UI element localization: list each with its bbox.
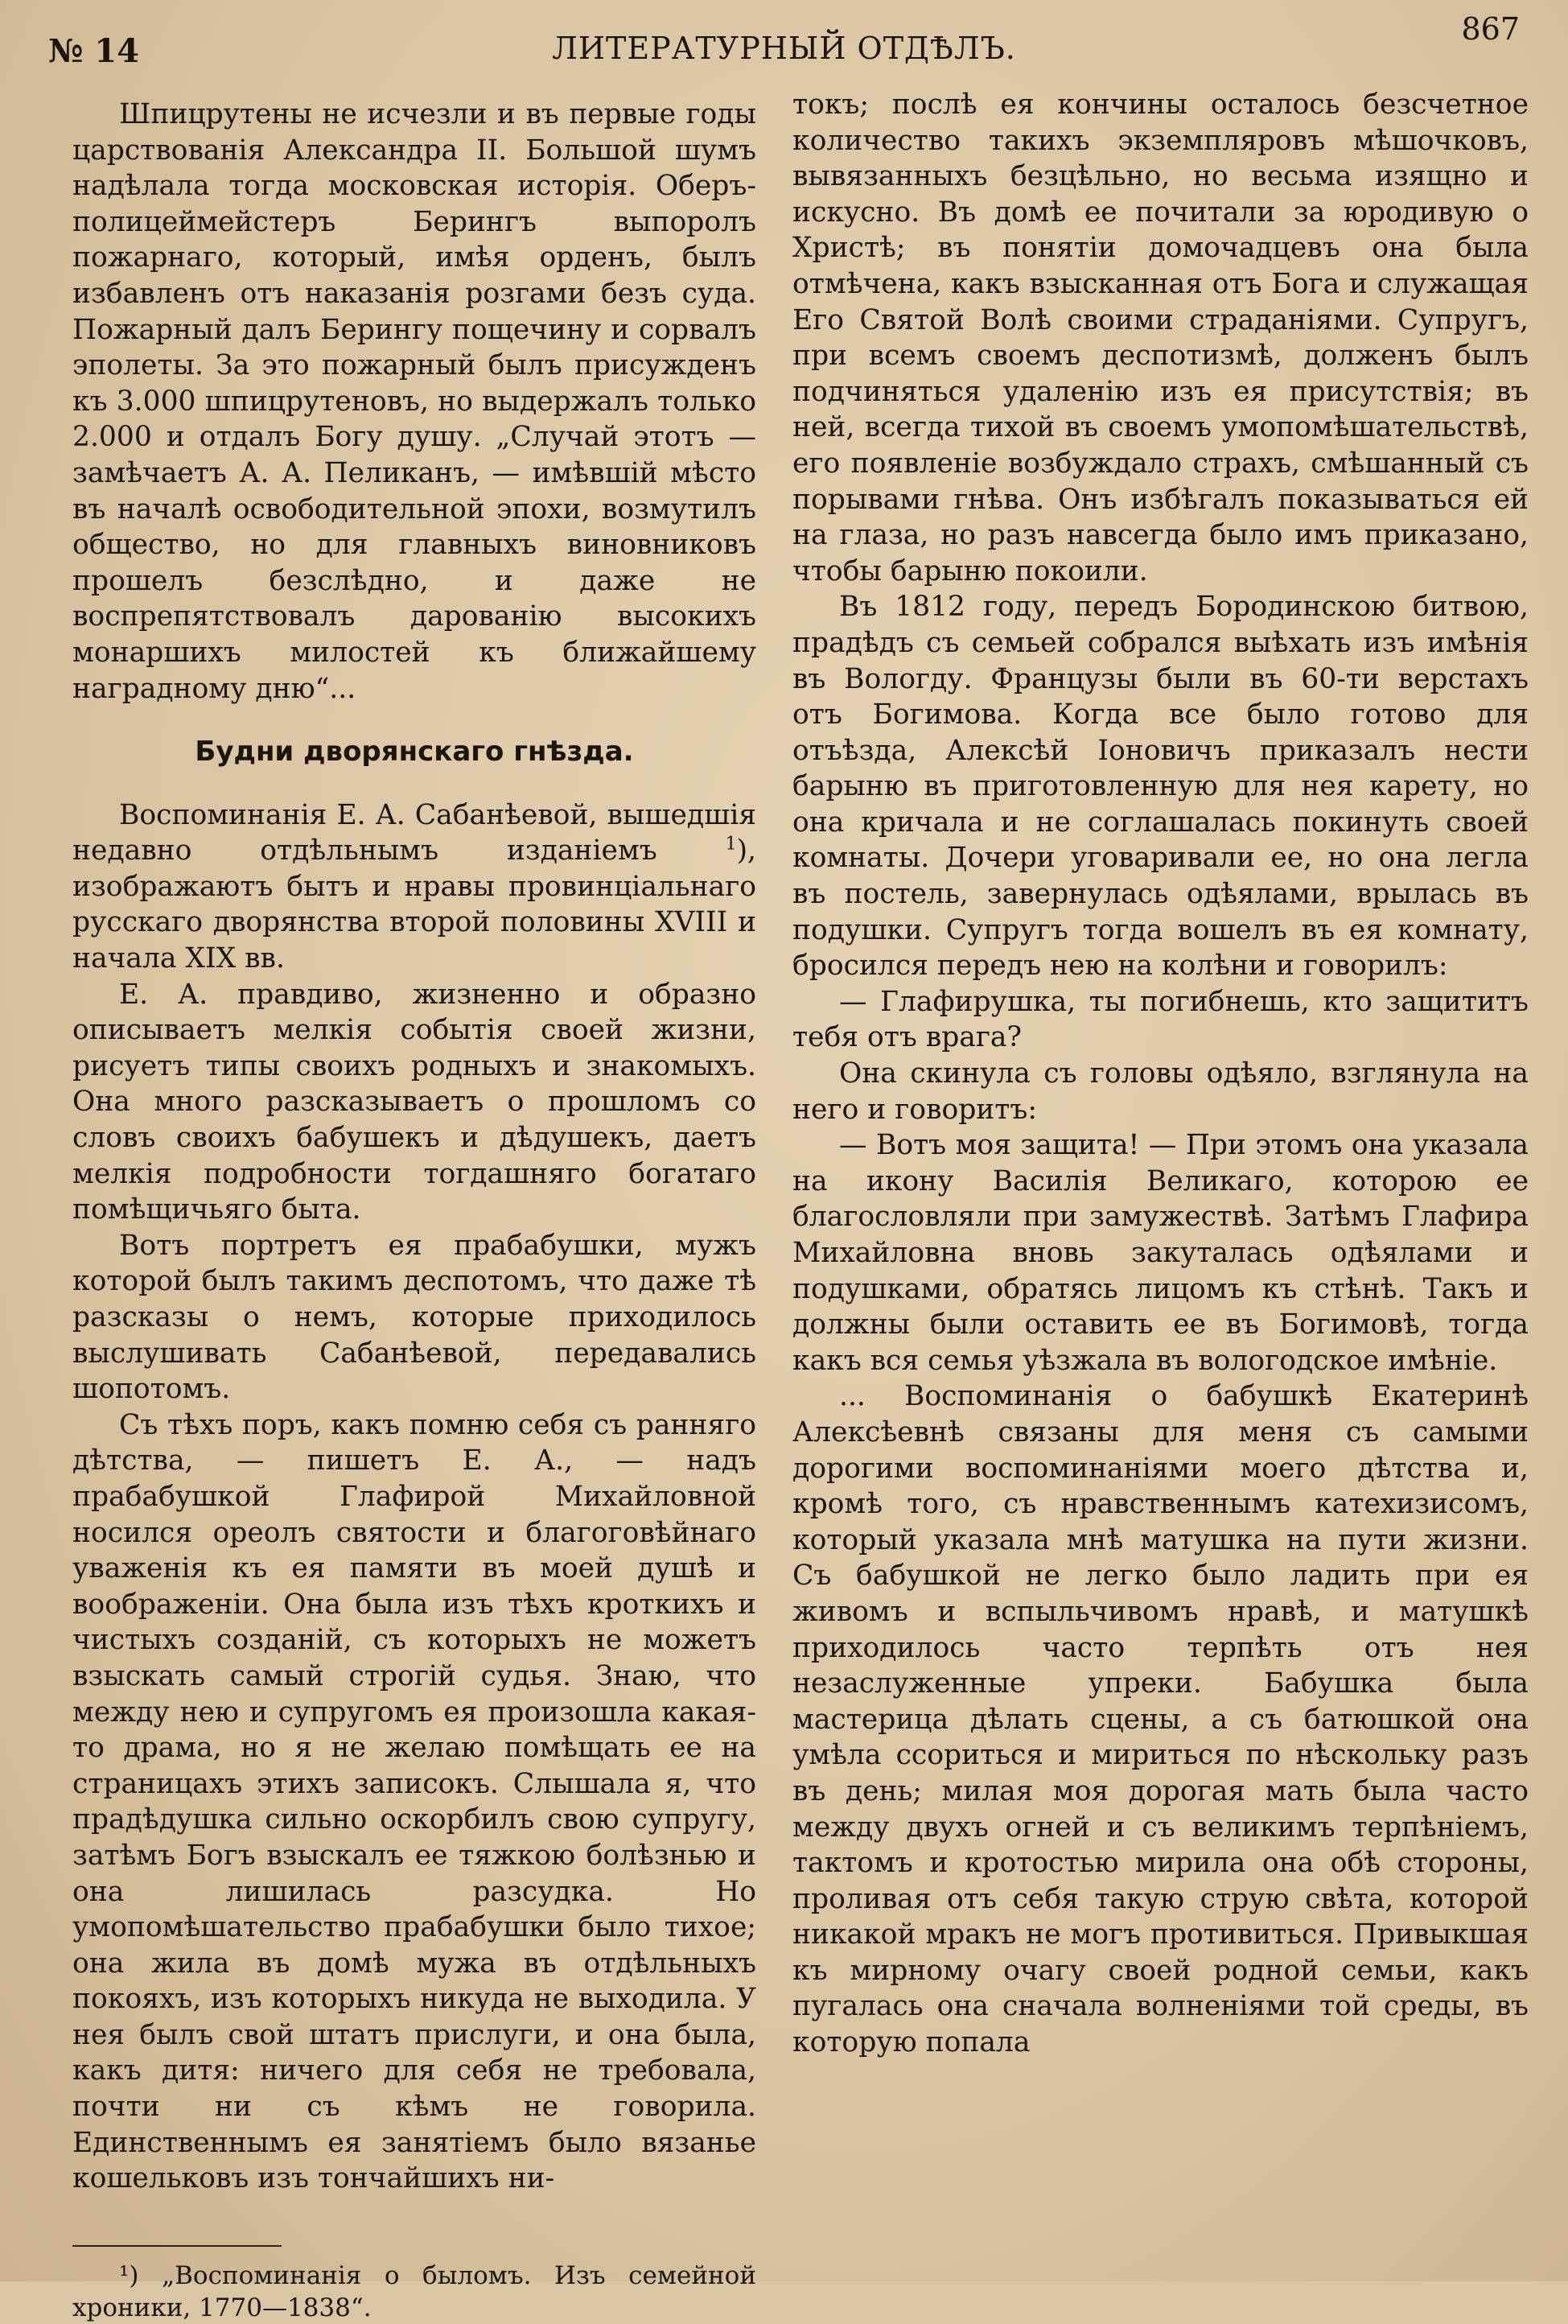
intro-text: Воспоминанія Е. А. Сабанѣевой, вышедшія недавно отдѣльнымъ изданіемъ [72, 798, 756, 867]
paragraph-shpitsruteny: Шпицрутены не исчезли и въ первые годы царствованія Александра II. Большой шумъ надѣлала тогда московская исторія. Оберъ-полицеймейстеръ Берингъ выпоролъ пожарнаго, который, имѣя орденъ, былъ избавленъ отъ наказанія розгами безъ суда. Пожарный далъ Берингу пощечину и сорвалъ эполеты. За это пожарный былъ присужденъ къ 3.000 шпицрутеновъ, но выдержалъ только 2.000 и отдалъ Богу душу. „Случай этотъ — замѣчаетъ А. А. Пеликанъ, — имѣвшій мѣсто въ началѣ освободительной эпохи, возмутилъ общество, но для главныхъ виновниковъ прошелъ безслѣдно, и даже не воспрепятствовалъ дарованію высокихъ монаршихъ милостей къ ближайшему наградному дню“... [72, 98, 756, 705]
running-header [48, 11, 1520, 68]
dialogue-line-1: — Глафирушка, ты погибнешь, кто защититъ тебя отъ врага? [792, 985, 1529, 1054]
paragraph-reply: Она скинула съ головы одѣяло, взглянула на него и говоритъ: [792, 1057, 1529, 1126]
paragraph-grandmother: ... Воспоминанія о бабушкѣ Екатеринѣ Алексѣевнѣ связаны для меня съ самыми дорогими воспоминаніями моего дѣтства и, кромѣ того, съ нравственнымъ катехизисомъ, который указала мнѣ матушка на пути жизни. Съ бабушкой не легко было ладить при ея живомъ и вспыльчивомъ нравѣ, и матушкѣ приходилось часто терпѣть отъ нея незаслуженные упреки. Бабушка была мастерица дѣлать сцены, а съ батюшкой она умѣла ссориться и мириться по нѣскольку разъ въ день; милая моя дорогая мать была часто между двухъ огней и съ великимъ терпѣніемъ, тактомъ и кротостью мирила она обѣ стороны, проливая отъ себя такую струю свѣта, которой никакой мракъ не могъ противиться. Привыкшая къ мирному очагу своей родной семьи, какъ пугалась она сначала волненіями той среды, въ которую попала [792, 1380, 1529, 2059]
footnote-divider [72, 2245, 282, 2247]
section-heading: Будни дворянскаго гнѣзда. [195, 736, 634, 768]
paragraph-description: Е. А. правдиво, жизненно и образно описываетъ мелкія событія своей жизни, рисуетъ типы своихъ родныхъ и знакомыхъ. Она много разсказываетъ о прошломъ со словъ своихъ бабушекъ и дѣдушекъ, даетъ мелкія подробности тогдашняго богатаго помѣщичьяго быта. [72, 978, 756, 1226]
dialogue-line-2: — Вотъ моя защита! — При этомъ она указала на икону Василія Великаго, которою ее благословляли при замужествѣ. Затѣмъ Глафира Михайловна вновь закуталась одѣялами и подушками, обратясь лицомъ къ стѣнѣ. Такъ и должны были оставить ее въ Богимовѣ, тогда какъ вся семья уѣзжала въ вологодское имѣніе. [792, 1129, 1529, 1377]
intro-text-cont: ), изображаютъ бытъ и нравы провинціальнаго русскаго дворянства второй половины XVIII и начала XIX вв. [72, 834, 757, 975]
left-column [72, 97, 756, 2324]
footnote-mark: 1 [725, 834, 737, 855]
paragraph-1812: Въ 1812 году, передъ Бородинскою битвою, прадѣдъ съ семьей собрался выѣхать изъ имѣнія въ Вологду. Французы были въ 60-ти верстахъ отъ Богимова. Когда все было готово для отъѣзда, Алексѣй Іоновичъ приказалъ нести барыню въ приготовленную для нея карету, но она кричала и не соглашалась покинуть своей комнаты. Дочери уговаривали ее, но она легла въ постель, завернулась одѣялами, врылась въ подушки. Супругъ тогда вошелъ въ ея комнату, бросился передъ нею на колѣни и говорилъ: [792, 591, 1529, 983]
paragraph-portrait: Вотъ портретъ ея прабабушки, мужъ которой былъ такимъ деспотомъ, что даже тѣ разсказы о немъ, которые приходилось выслушивать Сабанѣевой, передавались шопотомъ. [72, 1229, 756, 1406]
paragraph-quote: Съ тѣхъ поръ, какъ помню себя съ ранняго дѣтства, — пишетъ Е. А., — надъ прабабушкой Глафирой Михайловной носился ореолъ святости и благоговѣйнаго уваженія къ ея памяти въ моей душѣ и воображеніи. Она была изъ тѣхъ кроткихъ и чистыхъ созданій, съ которыхъ не можетъ взыскать самый строгій судья. Знаю, что между нею и супругомъ ея произошла какая-то драма, но я не желаю помѣщать ее на страницахъ этихъ записокъ. Слышала я, что прадѣдушка сильно оскорбилъ свою супругу, затѣмъ Богъ взыскалъ ее тяжкою болѣзнью и она лишилась разсудка. Но умопомѣшательство прабабушки было тихое; она жила въ домѣ мужа въ отдѣльныхъ покояхъ, изъ которыхъ никуда не выходила. У нея былъ свой штатъ прислуги, и она была, какъ дитя: ничего для себя не требовала, почти ни съ кѣмъ не говорила. Единственнымъ ея занятіемъ было вязанье кошельковъ изъ тончайшихъ ни- [72, 1408, 756, 2195]
footnote: ¹) „Воспоминанія о быломъ. Изъ семейной хроники, 1770—1838“. [72, 2260, 756, 2322]
issue-number: № 14 [48, 32, 140, 70]
page-number: 867 [1461, 11, 1520, 47]
paragraph-continuation: токъ; послѣ ея кончины осталось безсчетное количество такихъ экземпляровъ мѣшочковъ, вывязанныхъ безцѣльно, но весьма изящно и искусно. Въ домѣ ее почитали за юродивую о Христѣ; въ понятіи домочадцевъ она была отмѣчена, какъ взысканная отъ Бога и служащая Его Святой Волѣ своими страданіями. Супругъ, при всемъ своемъ деспотизмѣ, долженъ былъ подчиняться удаленію изъ ея присутствія; въ ней, всегда тихой въ своемъ умопомѣшательствѣ, его появленіе возбуждало страхъ, смѣшанный съ порывами гнѣва. Онъ избѣгалъ показываться ей на глаза, но разъ навсегда было имъ приказано, чтобы барыню покоили. [792, 89, 1529, 587]
paragraph-sabaneeva-intro [72, 797, 756, 977]
right-column [792, 87, 1529, 2061]
section-title: ЛИТЕРАТУРНЫЙ ОТДѢЛЪ. [552, 31, 1016, 66]
